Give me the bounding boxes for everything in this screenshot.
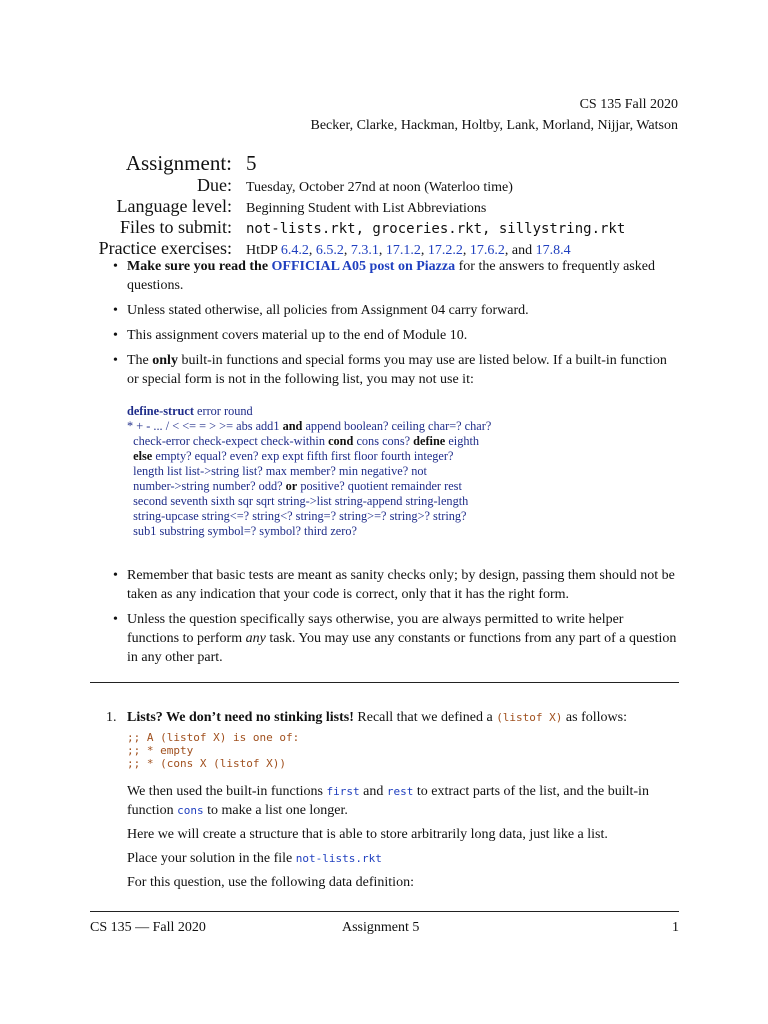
bullet-dot: • [113,303,118,318]
practice-value: HtDP 6.4.2, 6.5.2, 7.3.1, 17.1.2, 17.2.2, 17.6.2, and 17.8.4 [246,243,571,258]
question-intro [127,708,679,727]
practice-and: and [511,243,533,258]
code-text: positive? quotient remainder rest [297,479,462,493]
practice-link[interactable]: 17.2.2 [427,243,463,258]
code-text: string-upcase string<=? string<? string=? string>=? string>? string? [127,509,467,523]
assignment-meta [90,150,690,260]
files-value: not-lists.rkt, groceries.rkt, sillystring.rkt [246,221,626,237]
bullet-text: Unless stated otherwise, all policies from Assignment 04 carry forward. [127,303,529,318]
question-number: 1. [106,710,117,725]
code-keyword: or [285,479,298,493]
policy-bullets-2 [113,566,679,673]
due-label: Due: [197,175,232,195]
code-keyword: and [282,419,303,433]
bullet-tests [113,566,679,604]
code-text: length list list->string list? max member? min negative? not [127,464,427,478]
code-comment: ;; * empty [127,744,194,757]
assignment-label: Assignment: [125,151,232,175]
practice-link[interactable]: 6.5.2 [315,243,344,258]
bullet-emphasis: any [245,631,266,646]
question-paragraph: For this question, use the following data definition: [127,875,414,890]
bullet-dot: • [113,353,118,368]
code-text: * + - ... / < <= = > >= abs add1 [127,419,283,433]
practice-link[interactable]: 7.3.1 [350,243,379,258]
code-comment: ;; * (cons X (listof X)) [127,757,286,770]
question-text: We then used the built-in functions [127,784,323,799]
footer-assignment: Assignment 5 [342,920,420,935]
section-divider [90,682,679,683]
footer-divider [90,911,679,912]
code-text: empty? equal? even? exp expt fifth first floor fourth integer? [152,449,454,463]
bullet-text: for the answers to frequently asked questions. [127,259,655,293]
code-comment: ;; A (listof X) is one of: [127,731,300,744]
question-paragraph: Here we will create a structure that is able to store arbitrarily long data, just like a list. [127,827,608,842]
question-paragraph [127,849,679,868]
question-title: Lists? We don’t need no stinking lists! [127,710,354,725]
bullet-policies [113,301,679,320]
code-keyword: define-struct [127,404,194,418]
language-value: Beginning Student with List Abbreviations [246,201,487,216]
language-label: Language level: [116,196,232,216]
question-1 [90,708,679,892]
code-text: append boolean? ceiling char=? char? [302,419,492,433]
practice-link[interactable]: 6.4.2 [280,243,309,258]
code-keyword: else [127,449,153,463]
bullet-text: Remember that basic tests are meant as sanity checks only; by design, passing them should not be taken as any indication that your code is correct, only that it has the right form. [127,568,675,602]
inline-code: cons [177,804,204,817]
code-text: sub1 substring symbol=? symbol? third zero? [127,524,357,538]
bullet-builtins [113,351,679,389]
bullet-dot: • [113,568,118,583]
bullet-text: Make sure you read the [127,259,269,274]
bullet-dot: • [113,612,118,627]
practice-label: Practice exercises: [98,238,232,258]
bullet-text: built-in functions and special forms you may use are listed below. If a built-in function or special form is not in the following list, you may not use it: [127,353,667,387]
data-definition-comment [127,731,679,770]
builtin-functions-code [127,404,687,539]
code-keyword: define [413,434,446,448]
question-text: to make a list one longer. [207,803,348,818]
instructors-header: Becker, Clarke, Hackman, Holtby, Lank, Morland, Nijjar, Watson [310,118,678,133]
policy-bullets [113,257,679,395]
question-text: as follows: [565,710,627,725]
practice-prefix: HtDP [246,243,278,258]
assignment-number: 5 [246,151,257,175]
question-paragraph [127,782,679,820]
code-text: check-error check-expect check-within [127,434,329,448]
footer-page-number: 1 [672,920,679,935]
practice-link[interactable]: 17.6.2 [469,243,505,258]
code-text: cons cons? [353,434,414,448]
bullet-text: task. You may use any constants or functions from any part of a question in any other part. [127,631,677,665]
question-text: to extract parts of the list, and the built-in function [127,784,649,818]
bullet-emphasis: only [152,353,178,368]
files-label: Files to submit: [119,217,232,237]
code-text: eighth [445,434,480,448]
bullet-text: The [127,353,149,368]
bullet-helpers [113,610,679,667]
inline-code: (listof X) [496,711,563,724]
question-text: Recall that we defined a [357,710,493,725]
bullet-text: Unless the question specifically says otherwise, you are always permitted to write helper functions to perform [127,612,624,646]
inline-code: first [326,785,360,798]
code-text: error round [193,404,253,418]
code-text: second seventh sixth sqr sqrt string->list string-append string-length [127,494,469,508]
footer-course: CS 135 — Fall 2020 [90,920,206,935]
inline-code: not-lists.rkt [295,852,382,865]
course-header: CS 135 Fall 2020 [579,97,678,112]
practice-link[interactable]: 17.1.2 [385,243,421,258]
code-keyword: cond [328,434,354,448]
inline-code: rest [386,785,414,798]
piazza-link[interactable]: OFFICIAL A05 post on Piazza [271,259,456,274]
question-text: and [363,784,384,799]
question-text: Place your solution in the file [127,851,293,866]
bullet-coverage [113,326,679,345]
bullet-text: This assignment covers material up to the end of Module 10. [127,328,468,343]
bullet-dot: • [113,259,118,274]
code-text: number->string number? odd? [127,479,286,493]
bullet-piazza [113,257,679,295]
practice-link[interactable]: 17.8.4 [535,243,571,258]
due-value: Tuesday, October 27nd at noon (Waterloo time) [246,180,513,195]
bullet-dot: • [113,328,118,343]
